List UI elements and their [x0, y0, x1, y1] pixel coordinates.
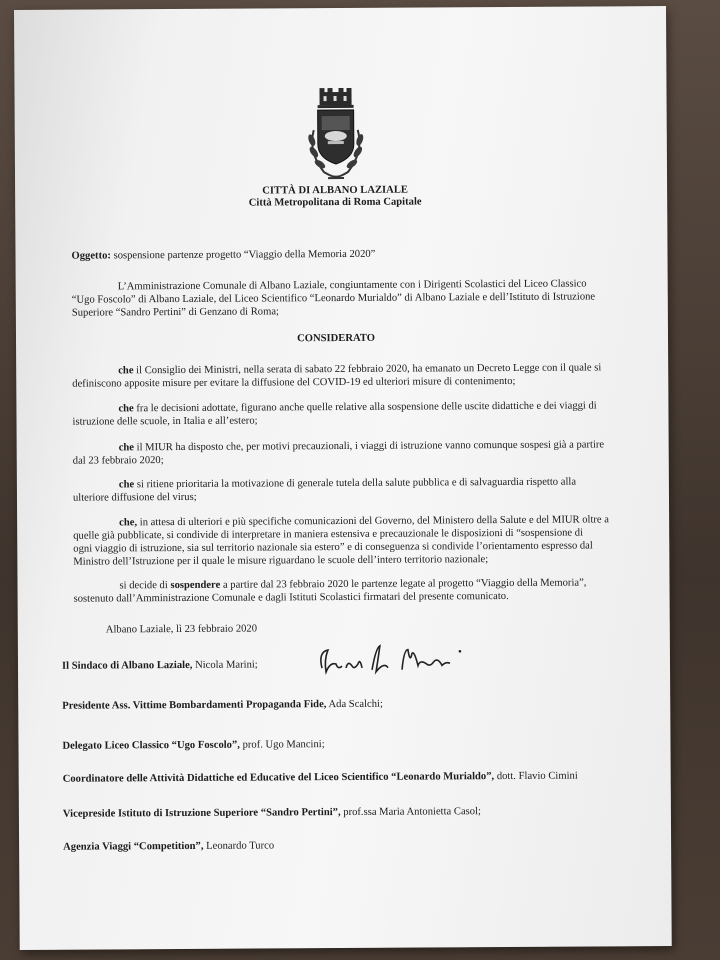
coat-of-arms-icon	[297, 86, 374, 190]
subject-line	[71, 248, 375, 263]
paragraph-2-line-2: istruzione delle scuole, in Italia e all’estero;	[72, 415, 258, 428]
signatory-3	[62, 738, 324, 753]
paragraph-text: il Consiglio dei Ministri, nella serata di sabato 22 febbraio 2020, ha emanato un Decreto Legge con il quale si	[136, 362, 602, 377]
paragraph-4-line-1	[119, 476, 576, 492]
signatory-role: Agenzia Viaggi “Competition”,	[63, 840, 204, 853]
decision-pre: si decide di	[119, 580, 168, 592]
signatory-role: Vicepreside Istituto di Istruzione Superiore “Sandro Pertini”,	[62, 807, 341, 820]
signatory-name: dott. Flavio Cimini	[496, 770, 578, 783]
decision-rest: a partire dal 23 febbraio 2020 le partenze legate al progetto “Viaggio della Memoria”,	[222, 577, 587, 591]
paragraph-lead: che,	[119, 517, 138, 529]
paragraph-5-line-4: Ministro dell’Istruzione per il quale le misure riguardano le scuole dell’intero territorio nazionale;	[73, 554, 489, 568]
signatory-name: prof.ssa Maria Antonietta Casol;	[343, 806, 482, 819]
signatory-name: Leonardo Turco	[206, 840, 275, 852]
document-page	[14, 6, 672, 950]
paragraph-4-line-2: ulteriore diffusione del virus;	[72, 491, 197, 504]
subject-text: sospensione partenze progetto “Viaggio della Memoria 2020”	[113, 248, 376, 262]
handwritten-signature	[314, 637, 474, 684]
signatory-role: Presidente Ass. Vittime Bombardamenti Propaganda Fide,	[62, 699, 327, 712]
intro-line-3: Superiore “Sandro Pertini” di Genzano di Roma;	[71, 306, 280, 319]
paragraph-3-line-1	[119, 438, 605, 454]
paragraph-1-line-2: definiscono apposite misure per evitare la diffusione del COVID-19 ed ulteriori misure di contenimento;	[72, 375, 516, 390]
paragraph-text: si ritiene prioritaria la motivazione di generale tutela della salute pubblica e di salvaguardia rispetto alla	[136, 476, 577, 491]
paragraph-text: il MIUR ha disposto che, per motivi precauzionali, i viaggi di istruzione vanno comunque sospesi già a partire	[136, 439, 605, 454]
paragraph-5-line-2: quelle già pubblicate, si condivide di interpretare in maniera estensiva e precauzionale le disposizioni di “sospensione di	[73, 527, 584, 542]
paragraph-lead: che	[118, 442, 135, 454]
paragraph-2-line-1	[118, 399, 596, 415]
intro-line-1: L’Amministrazione Comunale di Albano Laziale, congiuntamente con i Dirigenti Scolastici del Liceo Classico	[117, 278, 587, 293]
considerato-heading: CONSIDERATO	[297, 332, 375, 345]
paragraph-lead: che	[118, 365, 134, 377]
signatory-role: Il Sindaco di Albano Laziale,	[61, 659, 193, 672]
signatory-1	[62, 659, 258, 674]
signatory-name: Nicola Marini;	[195, 659, 258, 671]
signatory-2	[62, 698, 383, 713]
paragraph-3-line-2: dal 23 febbraio 2020;	[72, 455, 164, 467]
decision-bold: sospendere	[170, 579, 221, 592]
place-date: Albano Laziale, lì 23 febbraio 2020	[105, 623, 258, 636]
signatory-name: prof. Ugo Mancini;	[242, 739, 325, 751]
paragraph-lead: che	[118, 479, 135, 491]
paragraph-text: in attesa di ulteriori e più specifiche comunicazioni del Governo, del Ministero della Salute e del MIUR oltre a	[139, 514, 609, 529]
signatory-role: Coordinatore delle Attività Didattiche ed Educative del Liceo Scientifico “Leonardo Murialdo”,	[62, 771, 495, 785]
signatory-4	[63, 770, 578, 787]
paragraph-lead: che	[118, 403, 134, 415]
metro-subtitle: Città Metropolitana di Roma Capitale	[248, 196, 422, 209]
paragraph-5-line-3: ogni viaggio di istruzione, sia sul territorio nazionale sia estero” e di conseguenza si condivide l’orientamento espresso dal	[73, 540, 593, 555]
subject-label: Oggetto:	[71, 250, 111, 262]
intro-line-2: “Ugo Foscolo” di Albano Laziale, del Liceo Scientifico “Leonardo Murialdo” di Albano Laziale e dell’Istituto di Istruzione	[71, 291, 596, 306]
city-title: CITTÀ DI ALBANO LAZIALE	[262, 184, 408, 197]
signatory-5	[63, 805, 481, 821]
decision-line-2: sostenuto dall’Amministrazione Comunale e dagli Istituti Scolastici firmatari del presente comunicato.	[73, 590, 509, 605]
signatory-6	[63, 839, 274, 854]
paragraph-text: fra le decisioni adottate, figurano anche quelle relative alla sospensione delle uscite didattiche e dei viaggi di	[136, 400, 597, 415]
signatory-name: Ada Scalchi;	[328, 698, 383, 711]
signatory-role: Delegato Liceo Classico “Ugo Foscolo”,	[62, 739, 240, 752]
